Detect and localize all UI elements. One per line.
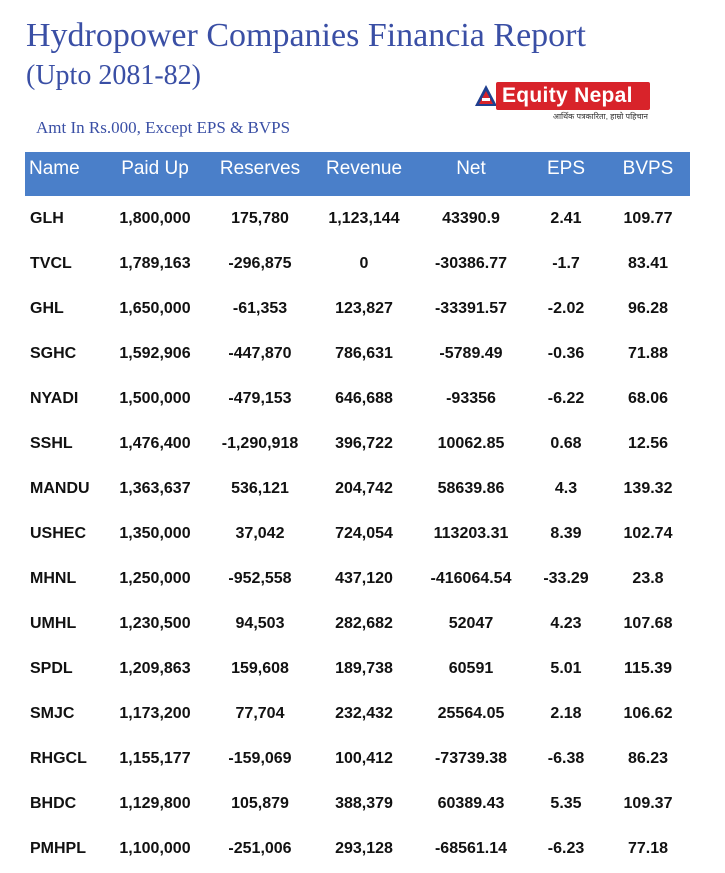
table-row bbox=[0, 828, 725, 873]
cell-name: TVCL bbox=[30, 255, 72, 272]
cell-paid-up: 1,155,177 bbox=[119, 750, 191, 767]
cell-name: GHL bbox=[30, 300, 64, 317]
header-eps: EPS bbox=[546, 158, 586, 179]
cell-net: -73739.38 bbox=[434, 750, 508, 767]
cell-paid-up: 1,650,000 bbox=[119, 300, 191, 317]
table-row bbox=[0, 243, 725, 288]
cell-net: 52047 bbox=[448, 615, 494, 632]
cell-paid-up: 1,350,000 bbox=[119, 525, 191, 542]
logo-text: Equity Nepal bbox=[502, 84, 633, 107]
cell-bvps: 109.77 bbox=[623, 210, 673, 227]
table-row bbox=[0, 468, 725, 513]
cell-paid-up: 1,500,000 bbox=[119, 390, 191, 407]
cell-revenue: 282,682 bbox=[335, 615, 393, 632]
cell-reserves: -1,290,918 bbox=[221, 435, 299, 452]
cell-revenue: 786,631 bbox=[335, 345, 393, 362]
cell-eps: -0.36 bbox=[547, 345, 585, 362]
cell-reserves: 175,780 bbox=[231, 210, 289, 227]
cell-eps: -6.38 bbox=[547, 750, 585, 767]
cell-reserves: -952,558 bbox=[228, 570, 292, 587]
cell-paid-up: 1,800,000 bbox=[119, 210, 191, 227]
table-row bbox=[0, 783, 725, 828]
cell-reserves: -159,069 bbox=[228, 750, 292, 767]
header-reserves: Reserves bbox=[219, 158, 301, 179]
cell-eps: 0.68 bbox=[550, 435, 582, 452]
cell-eps: -6.22 bbox=[547, 390, 585, 407]
cell-revenue: 232,432 bbox=[335, 705, 393, 722]
table-row bbox=[0, 648, 725, 693]
cell-name: GLH bbox=[30, 210, 64, 227]
cell-net: -5789.49 bbox=[439, 345, 503, 362]
cell-eps: 5.01 bbox=[550, 660, 582, 677]
table-row bbox=[0, 738, 725, 783]
cell-bvps: 107.68 bbox=[623, 615, 673, 632]
table-row bbox=[0, 513, 725, 558]
table-row bbox=[0, 693, 725, 738]
cell-reserves: -251,006 bbox=[228, 840, 292, 857]
cell-name: RHGCL bbox=[30, 750, 87, 767]
cell-name: BHDC bbox=[30, 795, 77, 812]
cell-net: -30386.77 bbox=[434, 255, 508, 272]
cell-bvps: 83.41 bbox=[627, 255, 669, 272]
cell-name: MANDU bbox=[30, 480, 90, 497]
cell-net: 60389.43 bbox=[437, 795, 505, 812]
cell-revenue: 388,379 bbox=[335, 795, 393, 812]
table-row bbox=[0, 378, 725, 423]
cell-bvps: 96.28 bbox=[627, 300, 669, 317]
cell-eps: 4.3 bbox=[554, 480, 578, 497]
table-header bbox=[25, 152, 690, 196]
cell-reserves: 37,042 bbox=[235, 525, 285, 542]
cell-eps: 8.39 bbox=[550, 525, 582, 542]
cell-revenue: 189,738 bbox=[335, 660, 393, 677]
cell-name: MHNL bbox=[30, 570, 77, 587]
equity-nepal-logo bbox=[474, 82, 652, 124]
header-paid-up: Paid Up bbox=[121, 158, 189, 179]
cell-reserves: 159,608 bbox=[231, 660, 289, 677]
cell-name: SGHC bbox=[30, 345, 77, 362]
cell-bvps: 139.32 bbox=[623, 480, 673, 497]
cell-name: SMJC bbox=[30, 705, 75, 722]
cell-revenue: 204,742 bbox=[335, 480, 393, 497]
cell-reserves: 94,503 bbox=[235, 615, 285, 632]
cell-paid-up: 1,476,400 bbox=[119, 435, 191, 452]
table-row bbox=[0, 603, 725, 648]
cell-net: 58639.86 bbox=[437, 480, 505, 497]
cell-paid-up: 1,592,906 bbox=[119, 345, 191, 362]
cell-name: SPDL bbox=[30, 660, 73, 677]
cell-bvps: 77.18 bbox=[627, 840, 669, 857]
cell-bvps: 102.74 bbox=[623, 525, 673, 542]
cell-reserves: 77,704 bbox=[235, 705, 285, 722]
cell-bvps: 109.37 bbox=[623, 795, 673, 812]
cell-net: -68561.14 bbox=[434, 840, 508, 857]
table-row bbox=[0, 288, 725, 333]
page-title: Hydropower Companies Financia Report bbox=[26, 17, 586, 54]
cell-name: SSHL bbox=[30, 435, 73, 452]
cell-eps: -2.02 bbox=[547, 300, 585, 317]
cell-revenue: 100,412 bbox=[335, 750, 393, 767]
cell-revenue: 1,123,144 bbox=[328, 210, 400, 227]
cell-net: 25564.05 bbox=[437, 705, 505, 722]
cell-bvps: 106.62 bbox=[623, 705, 673, 722]
cell-eps: -6.23 bbox=[547, 840, 585, 857]
cell-reserves: -61,353 bbox=[232, 300, 288, 317]
cell-eps: 4.23 bbox=[550, 615, 582, 632]
cell-net: 43390.9 bbox=[442, 210, 500, 227]
cell-paid-up: 1,250,000 bbox=[119, 570, 191, 587]
cell-reserves: -479,153 bbox=[228, 390, 292, 407]
cell-name: USHEC bbox=[30, 525, 87, 542]
logo-tagline: आर्थिक पत्रकारिता, हाम्रो पहिचान bbox=[552, 112, 648, 121]
cell-paid-up: 1,129,800 bbox=[119, 795, 191, 812]
cell-revenue: 724,054 bbox=[335, 525, 393, 542]
cell-eps: -33.29 bbox=[543, 570, 589, 587]
cell-name: NYADI bbox=[30, 390, 79, 407]
cell-eps: 5.35 bbox=[550, 795, 582, 812]
cell-paid-up: 1,173,200 bbox=[119, 705, 191, 722]
cell-bvps: 115.39 bbox=[623, 660, 673, 677]
cell-net: -93356 bbox=[446, 390, 496, 407]
cell-reserves: -447,870 bbox=[228, 345, 292, 362]
cell-revenue: 293,128 bbox=[335, 840, 393, 857]
cell-revenue: 646,688 bbox=[335, 390, 393, 407]
table-row bbox=[0, 333, 725, 378]
cell-net: -33391.57 bbox=[434, 300, 508, 317]
cell-revenue: 396,722 bbox=[335, 435, 393, 452]
cell-net: 10062.85 bbox=[437, 435, 505, 452]
cell-reserves: 105,879 bbox=[231, 795, 289, 812]
table-row bbox=[0, 558, 725, 603]
cell-paid-up: 1,100,000 bbox=[119, 840, 191, 857]
cell-net: 60591 bbox=[448, 660, 494, 677]
cell-bvps: 23.8 bbox=[632, 570, 664, 587]
cell-eps: 2.18 bbox=[550, 705, 582, 722]
cell-paid-up: 1,789,163 bbox=[119, 255, 191, 272]
cell-revenue: 0 bbox=[359, 255, 369, 272]
cell-bvps: 71.88 bbox=[627, 345, 669, 362]
cell-bvps: 86.23 bbox=[627, 750, 669, 767]
header-net: Net bbox=[456, 158, 486, 179]
table-row bbox=[0, 198, 725, 243]
cell-bvps: 12.56 bbox=[627, 435, 669, 452]
cell-paid-up: 1,230,500 bbox=[119, 615, 191, 632]
logo-mark-icon bbox=[474, 84, 498, 108]
amount-note: Amt In Rs.000, Except EPS & BVPS bbox=[36, 118, 291, 137]
cell-reserves: 536,121 bbox=[231, 480, 289, 497]
cell-eps: -1.7 bbox=[552, 255, 580, 272]
cell-reserves: -296,875 bbox=[228, 255, 292, 272]
cell-name: PMHPL bbox=[30, 840, 86, 857]
cell-revenue: 123,827 bbox=[335, 300, 393, 317]
cell-net: -416064.54 bbox=[430, 570, 512, 587]
header-bvps: BVPS bbox=[622, 158, 674, 179]
cell-revenue: 437,120 bbox=[335, 570, 393, 587]
cell-bvps: 68.06 bbox=[627, 390, 669, 407]
table-row bbox=[0, 423, 725, 468]
page-subtitle: (Upto 2081-82) bbox=[26, 60, 201, 91]
cell-paid-up: 1,363,637 bbox=[119, 480, 191, 497]
header-name: Name bbox=[29, 158, 80, 179]
cell-eps: 2.41 bbox=[550, 210, 582, 227]
cell-net: 113203.31 bbox=[433, 525, 509, 542]
cell-paid-up: 1,209,863 bbox=[119, 660, 191, 677]
header-revenue: Revenue bbox=[325, 158, 403, 179]
cell-name: UMHL bbox=[30, 615, 77, 632]
